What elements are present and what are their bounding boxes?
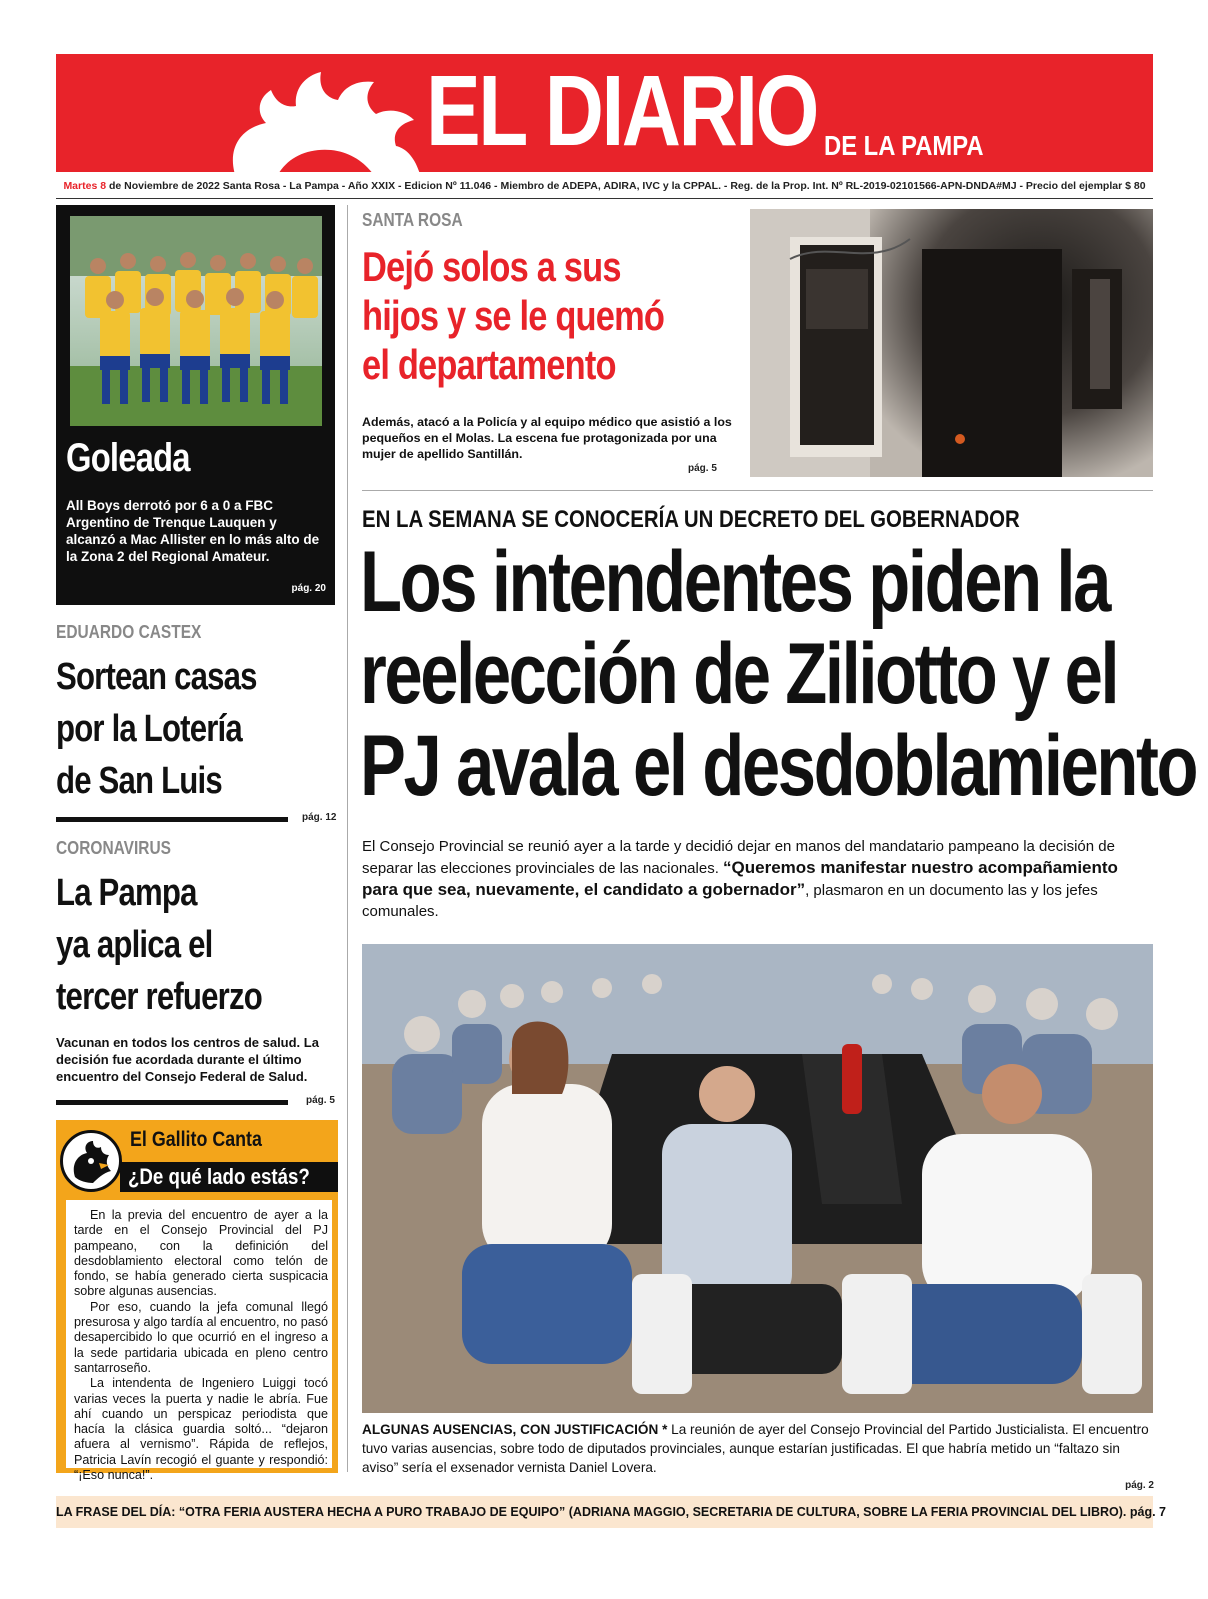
santa-rosa-page-ref: pág. 5 <box>688 463 717 474</box>
main-headline-line: Los intendentes piden la <box>360 534 1109 630</box>
covid-headline-line: tercer refuerzo <box>56 976 262 1018</box>
covid-headline[interactable] <box>56 867 262 1023</box>
gallito-body <box>74 1208 328 1483</box>
gallito-paragraph: Por eso, cuando la jefa comunal llegó presurosa y algo tardía al encuentro, no pasó desapercibido lo que ocurrió en el ingreso a la sede partidaria ubicada en pleno centro santarroseño. <box>74 1299 328 1375</box>
covid-summary: Vacunan en todos los centros de salud. La decisión fue acordada durante el último encuentro del Consejo Federal de Salud. <box>56 1035 319 1084</box>
masthead <box>56 54 1153 172</box>
main-lede <box>362 836 1154 922</box>
santa-rosa-headline-line: hijos y se le quemó <box>362 292 665 339</box>
castex-headline-line: por la Lotería <box>56 708 242 750</box>
sports-summary: All Boys derrotó por 6 a 0 a FBC Argentino de Trenque Lauquen y alcanzó a Mac Allister en lo más alto de la Zona 2 del Regional Amateur. <box>66 498 320 564</box>
rooster-crest-logo <box>216 68 426 172</box>
castex-headline-line: de San Luis <box>56 760 222 802</box>
gallito-paragraph: En la previa del encuentro de ayer a la tarde en el Consejo Provincial del PJ pampeano, con la definición del desdoblamiento electoral como telón de fondo, se había generado cierta suspicacia sobre algunas ausencias. <box>74 1208 328 1299</box>
column-divider <box>347 205 348 1472</box>
covid-headline-line: ya aplica el <box>56 924 213 966</box>
covid-kicker: CORONAVIRUS <box>56 838 171 858</box>
santa-rosa-headline[interactable] <box>362 242 664 389</box>
santa-rosa-kicker: SANTA ROSA <box>362 210 463 230</box>
sports-headline[interactable]: Goleada <box>66 436 190 480</box>
covid-headline-line: La Pampa <box>56 872 197 914</box>
caption-kicker: ALGUNAS AUSENCIAS, CON JUSTIFICACIÓN * <box>362 1422 672 1437</box>
edition-date: Martes 8 <box>63 180 107 192</box>
castex-rule <box>56 817 288 822</box>
burned-apartment-photo[interactable] <box>750 209 1153 477</box>
gallito-title: El Gallito Canta <box>130 1128 262 1151</box>
castex-kicker: EDUARDO CASTEX <box>56 622 202 642</box>
council-meeting-photo[interactable] <box>362 944 1153 1413</box>
main-page-ref: pág. 2 <box>1125 1480 1154 1491</box>
gallito-paragraph: La intendenta de Ingeniero Luiggi tocó varias veces la puerta y nadie le abría. Fue ahí cuando un perspicaz periodista que hacía la clásica guardia soltó... “dejaron afuera al vernismo”. Rápida de reflejos, Patricia Lavín recogió el guante y respondió: “¡Eso nunca!”. <box>74 1376 328 1483</box>
covid-rule <box>56 1100 288 1105</box>
main-lede-quote: “Queremos manifestar nuestro acompañamiento para que sea, nuevamente, el candidato a gobernador” <box>362 858 1118 899</box>
rooster-icon <box>60 1130 122 1192</box>
main-headline-line: reelección de Ziliotto y el <box>360 626 1118 722</box>
gallito-subtitle: ¿De qué lado estás? <box>128 1164 310 1189</box>
header-rule <box>56 198 1153 199</box>
main-headline[interactable] <box>360 536 1196 812</box>
covid-page-ref: pág. 5 <box>306 1095 335 1106</box>
edition-info-line <box>56 180 1153 192</box>
caption-text: La reunión de ayer del Consejo Provincial del Partido Justicialista. El encuentro tuvo varias ausencias, sobre todo de diputados provinciales, aunque estarían justificadas. El que habría metido un “faltazo sin aviso” sería el exsenador vernista Daniel Lovera. <box>362 1422 1149 1475</box>
santa-rosa-summary: Además, atacó a la Policía y al equipo médico que asistió a los pequeños en el Molas. La escena fue protagonizada por una mujer de apellido Santillán. <box>362 415 732 461</box>
sports-page-ref: pág. 20 <box>291 583 326 594</box>
main-kicker: EN LA SEMANA SE CONOCERÍA UN DECRETO DEL GOBERNADOR <box>362 506 1020 533</box>
masthead-title: EL DIARIO <box>426 55 817 167</box>
main-lede-start: El Consejo Provincial se reunió ayer a la tarde y decidió dejar en manos del mandatario pampeano la decisión de separar las elecciones provinciales de las nacionales. <box>362 838 1115 877</box>
castex-headline-line: Sortean casas <box>56 656 257 698</box>
edition-details: de Noviembre de 2022 Santa Rosa - La Pampa - Año XXIX - Edicion Nº 11.046 - Miembro de ADEPA, ADIRA, IVC y la CPPAL. - Reg. de la Prop. Int. Nº RL-2019-02101566-APN-DNDA#MJ - Precio del ejemplar $ 80 <box>106 180 1146 192</box>
masthead-subtitle: DE LA PAMPA <box>824 130 984 161</box>
castex-headline[interactable] <box>56 651 257 807</box>
santa-rosa-headline-line: Dejó solos a sus <box>362 243 621 290</box>
main-headline-line: PJ avala el desdoblamiento <box>360 718 1197 814</box>
main-lede-end: , plasmaron en un documento las y los jefes comunales. <box>362 882 1098 920</box>
quote-of-the-day: LA FRASE DEL DÍA: “OTRA FERIA AUSTERA HECHA A PURO TRABAJO DE EQUIPO” (ADRIANA MAGGIO, SECRETARIA DE CULTURA, SOBRE LA FERIA PROVINCIAL DEL LIBRO). pág. 7 <box>56 1496 1153 1528</box>
castex-page-ref: pág. 12 <box>302 812 337 823</box>
photo-caption <box>362 1420 1154 1477</box>
section-rule <box>362 490 1153 491</box>
santa-rosa-headline-line: el departamento <box>362 341 616 388</box>
team-photo[interactable] <box>70 216 322 426</box>
